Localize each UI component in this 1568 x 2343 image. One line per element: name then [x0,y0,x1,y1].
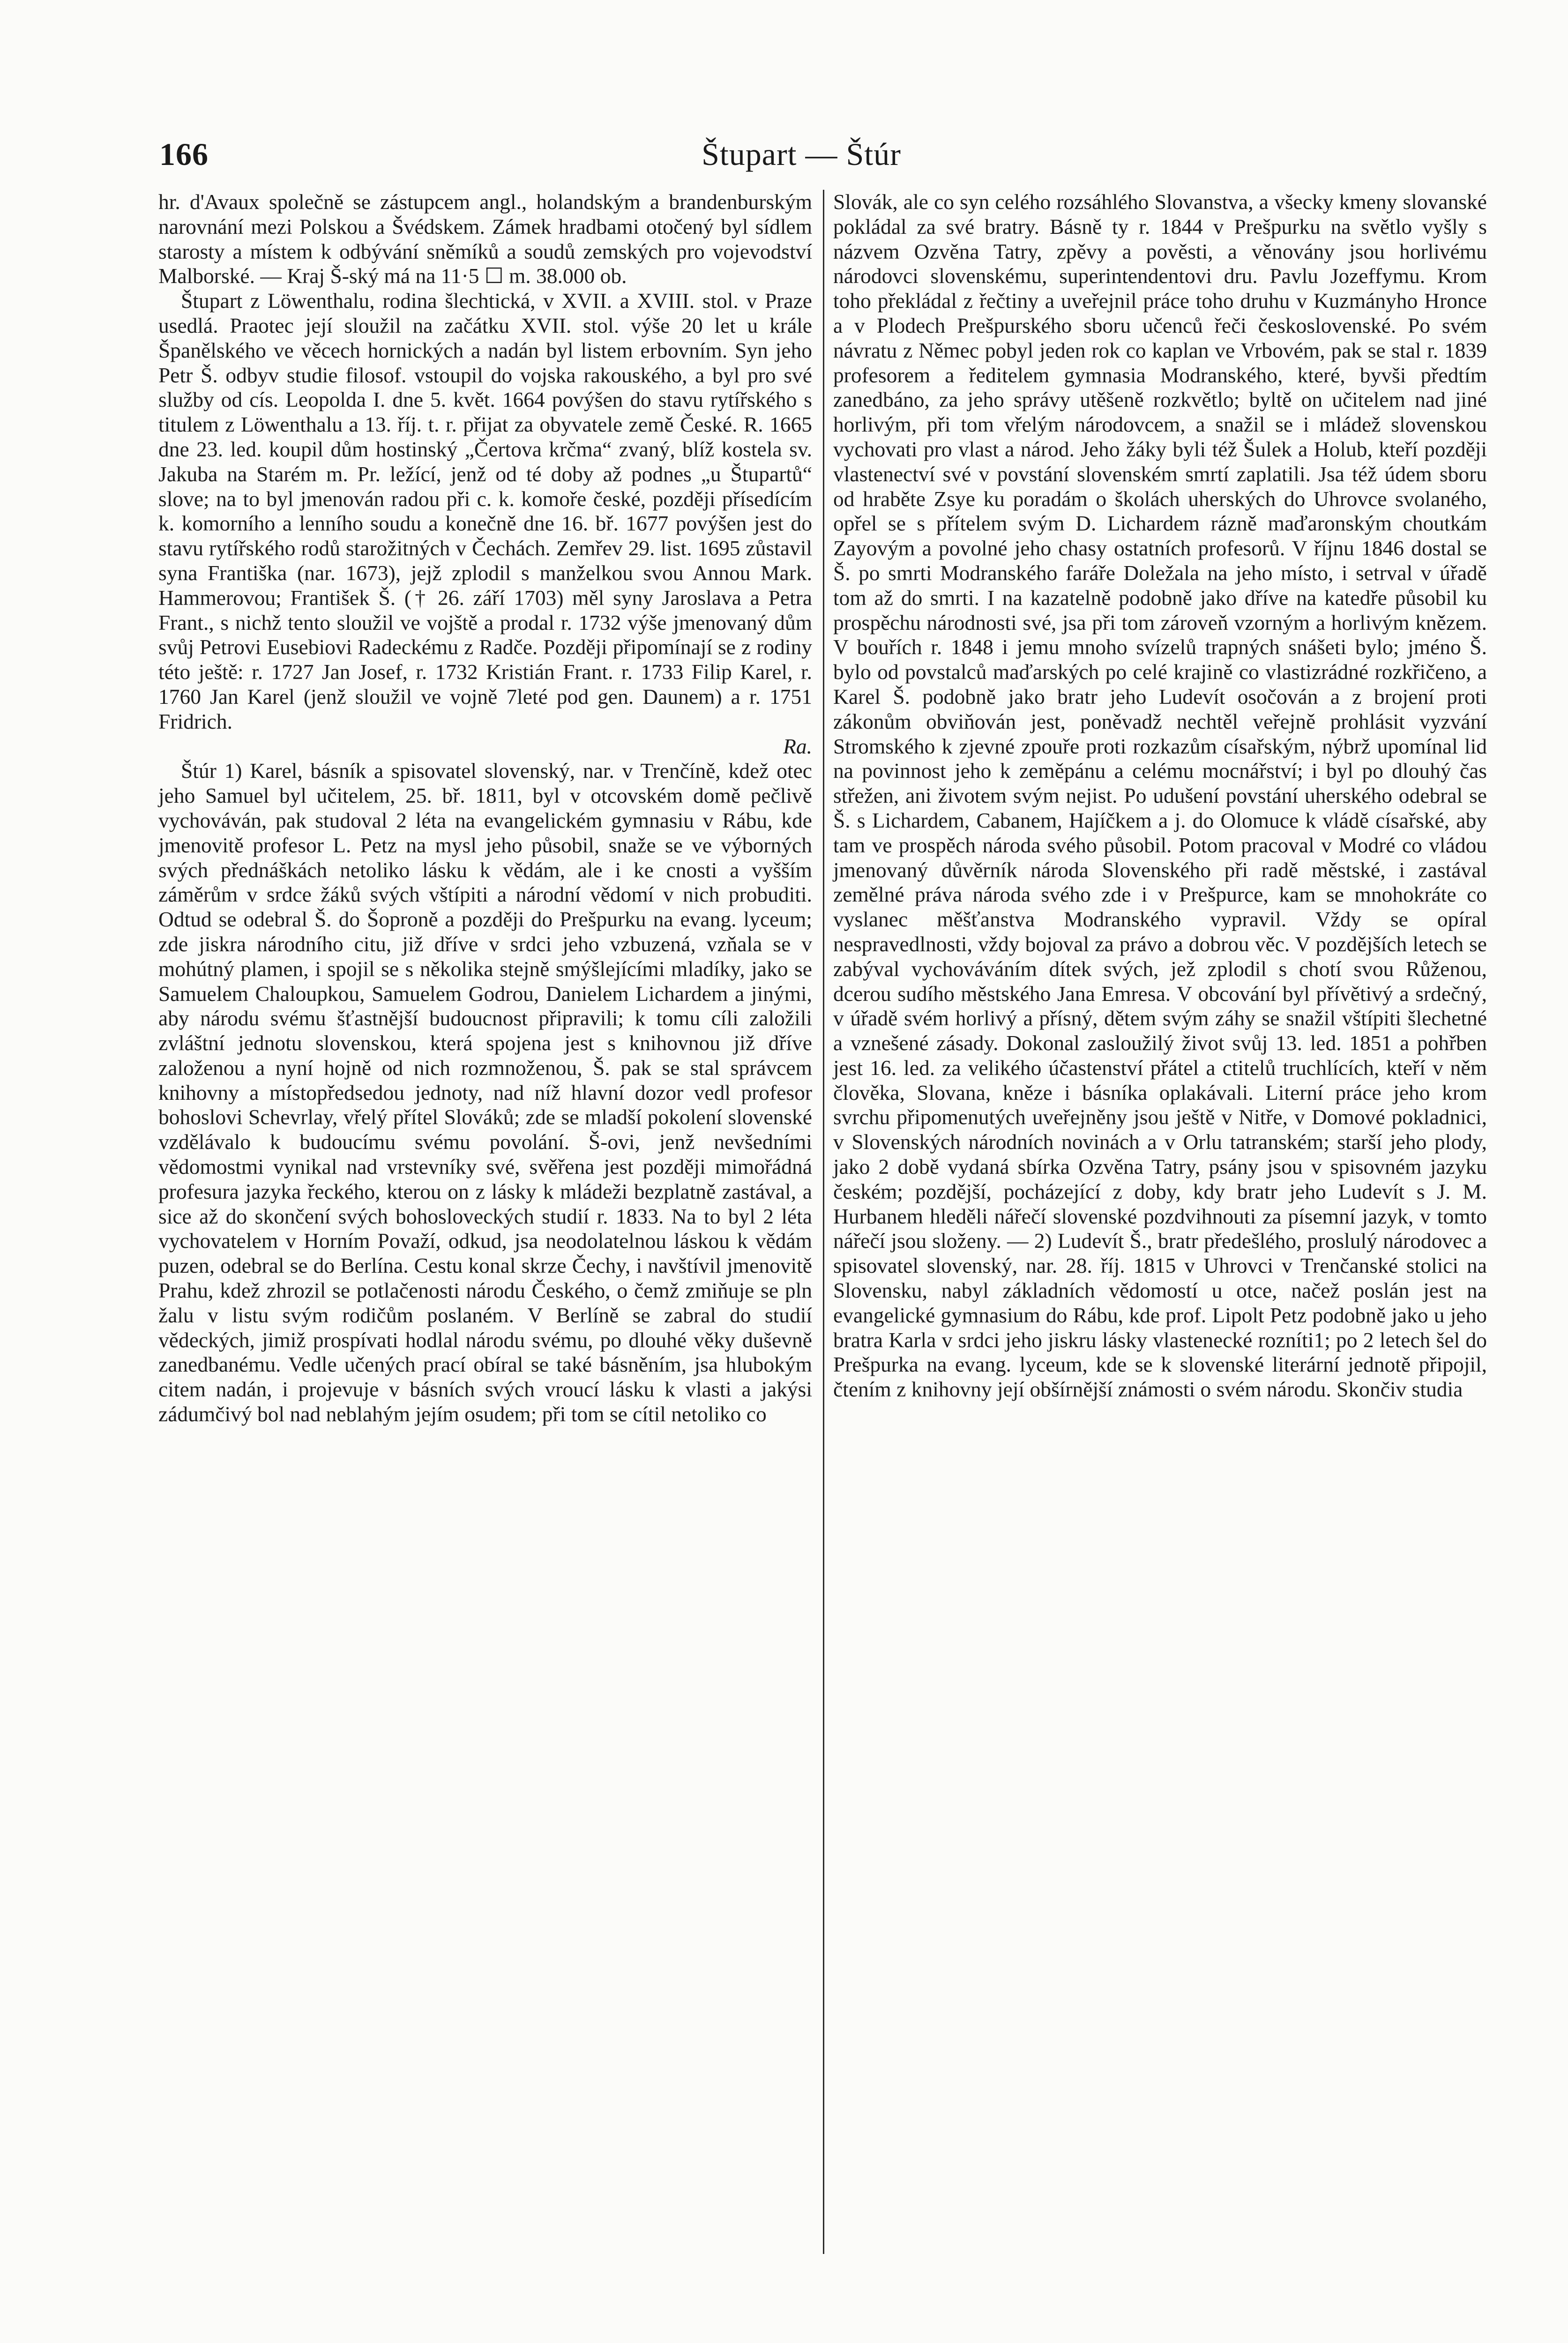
running-head: Štupart — Štúr [702,136,901,172]
left-column [158,190,812,1427]
signature-text: Ra. [783,734,812,758]
entry-stur-continued: Slovák, ale co syn celého rozsáhlého Slovanstva, a všecky kmeny slovanské pokládal za své bratry. Básně ty r. 1844 v Prešpurku na světlo vyšly s názvem Ozvěna Tatry, zpěvy a pověsti, a věnovány jsou horlivému národovci slovenskému, superintendentovi dru. Pavlu Jozeffymu. Krom toho překládal z řečtiny a uveřejnil práce toho druhu v Kuzmányho Hronce a v Plodech Prešpurského sboru učenců řeči československé. Po svém návratu z Němec pobyl jeden rok co kaplan ve Vrbovém, pak se stal r. 1839 profesorem a ředitelem gymnasia Modranského, které, byvši předtím zanedbáno, za jeho správy utěšeně rozkvětlo; byltě on učitelem nad jiné horlivým, při tom vřelým národovcem, a snažil se i mládež slovenskou vychovati pro vlast a národ. Jeho žáky byli též Šulek a Holub, kteří později vlastenectví své v povstání slovenském smrtí zaplatili. Jsa též údem sboru od hraběte Zsye ku poradám o školách uherských do Uhrovce svolaného, opřel se s přítelem svým D. Lichardem rázně maďaronským choutkám Zayovým a povolné jeho chasy ostatních profesorů. V říjnu 1846 dostal se Š. po smrti Modranského faráře Doležala na jeho místo, i setrval v úřadě tom až do smrti. I na kazatelně podobně jako dříve na katedře působil ku prospěchu národnosti své, jsa při tom zároveň vzorným a horlivým knězem. V bouřích r. 1848 i jemu mnoho svízelů trapných snášeti bylo; jméno Š. bylo od povstalců maďarských po celé krajině co vlastizrádné rozkřičeno, a Karel Š. podobně jako bratr jeho Ludevít osočován a z brojení proti zákonům obviňován jest, poněvadž nechtěl veřejně prohlásit vyzvání Stromského k zjevné zpouře proti rozkazům císařským, nýbrž upomínal lid na povinnost jeho k zeměpánu a celému mocnářství; i byl po dlouhý čas střežen, ani životem svým nejist. Po udušení povstání uherského odebral se Š. s Lichardem, Cabanem, Hajíčkem a j. do Olomuce k vládě císařské, aby tam ve prospěch národa svého působil. Potom pracoval v Modré co vládou jmenovaný důvěrník národa Slovenského při radě městské, i zastával zemělné práva národa svého zde i v Prešpurce, kam se mnohokráte co vyslanec měšťanstva Modranského vypravil. Vždy se opíral nespravedlnosti, vždy bojoval za právo a dobrou věc. V pozdějších letech se zabýval vychováváním dítek svých, jež zplodil s chotí svou Růženou, dcerou sudího městského Jana Emresa. V obcování byl přívětivý a srdečný, v úřadě svém horlivý a přísný, dětem svým záhy se snažil vštípiti šlechetné a vznešené zásady. Dokonal zasloužilý život svůj 13. led. 1851 a pohřben jest 16. led. za velikého účastenství přátel a ctitelů truchlících, kteří v něm člověka, Slovana, kněze i básníka oplakávali. Literní práce jeho krom svrchu připomenutých uveřejněny jsou ještě v Nitře, v Domové pokladnici, v Slovenských národních novinách a v Orlu tatranském; starší jeho plody, jako 2 době vydaná sbírka Ozvěna Tatry, psány jsou v spisovném jazyku českém; pozdější, pocházející z doby, kdy bratr jeho Ludevít s J. M. Hurbanem hleděli nářečí slovenské pozdvihnouti za písemní jazyk, v tomto nářečí jsou složeny. — 2) Ludevít Š., bratr předešlého, proslulý národovec a spisovatel slovenský, nar. 28. říj. 1815 v Uhrovci v Trenčanské stolici na Slovensku, nabyl základních vědomostí u otce, načež poslán jest na evangelické gymnasium do Rábu, kde prof. Lipolt Petz podobně jako u jeho bratra Karla v srdci jeho jiskru lásky vlastenecké rozníti1; po 2 letech šel do Prešpurka na evang. lyceum, kde se k slovenské literární jednotě připojil, čtením z knihovny její obšírnější známosti o svém národu. Skončiv studia [833,190,1487,1402]
entry-stur: Štúr 1) Karel, básník a spisovatel slovenský, nar. v Trenčíně, kdež otec jeho Samuel byl učitelem, 25. bř. 1811, byl v otcovském domě pečlivě vychováván, pak studoval 2 léta na evangelickém gymnasiu v Rábu, kde jmenovitě profesor L. Petz na mysl jeho působil, snaže se ve výborných svých přednáškách netoliko lásku k vědám, ale i ke cnosti a vyšším záměrům v srdce žáků svých vštípiti a národní vědomí v nich probuditi. Odtud se odebral Š. do Šoproně a později do Prešpurku na evang. lyceum; zde jiskra národního citu, již dříve v srdci jeho vzbuzená, vzňala se v mohútný plamen, i spojil se s několika stejně smýšlejícími mladíky, jako se Samuelem Chaloupkou, Samuelem Godrou, Danielem Lichardem a jinými, aby národu svému šťastnější budoucnost připravili; k tomu cíli založili zvláštní jednotu slovenskou, která spojena jest s knihovnou již dříve založenou a nyní hojně od nich rozmnoženou, Š. pak se stal správcem knihovny a místopředsedou jednoty, nad níž hlavní dozor vedl profesor bohoslovi Schevrlay, vřelý přítel Slováků; zde se mladší pokolení slovenské vzdělávalo k budoucímu svému povolání. Š-ovi, jenž nevšedními vědomostmi vynikal nad vrstevníky své, svěřena jest později mimořádná profesura jazyka řeckého, kterou on z lásky k mládeži bezplatně zastával, a sice až do skončení svých bohosloveckých studií r. 1833. Na to byl 2 léta vychovatelem v Horním Považí, odkud, jsa neodolatelnou láskou k vědám puzen, odebral se do Berlína. Cestu konal skrze Čechy, i navštívil jmenovitě Prahu, kdež zhrozil se potlačenosti národu Českého, o čemž zmiňuje se pln žalu v listu svým rodičům poslaném. V Berlíně se zabral do studií vědeckých, jimiž prospívati hodlal národu svému, po dlouhé věky duševně zanedbanému. Vedle učených prací obíral se také básněním, jsa hlubokým citem nadán, i projevuje v básních svých vroucí lásku k vlasti a jakýsi zádumčivý bol nad neblahým jejím osudem; při tom se cítil netoliko co [158,759,812,1426]
author-signature [158,734,812,759]
page-number: 166 [159,136,209,172]
page-header [159,136,1443,178]
right-column [833,190,1487,1402]
column-divider [823,190,824,2254]
entry-continuation: hr. d'Avaux společně se zástupcem angl., holandským a brandenburským narovnání mezi Polskou a Švédskem. Zámek hradbami otočený byl sídlem starosty a místem k odbývání sněmíků a soudů zemských pro vojevodství Malborské. — Kraj Š-ský má na 11·5 ☐ m. 38.000 ob. [158,190,812,288]
entry-stupart: Štupart z Löwenthalu, rodina šlechtická, v XVII. a XVIII. stol. v Praze usedlá. Praotec její sloužil na začátku XVII. stol. výše 20 let u krále Španělského ve věcech hornických a nadán byl listem erbovním. Syn jeho Petr Š. odbyv studie filosof. vstoupil do vojska rakouského, a byl pro své služby od cís. Leopolda I. dne 5. květ. 1664 povýšen do stavu rytířského s titulem z Löwenthalu a 13. říj. t. r. přijat za obyvatele země České. R. 1665 dne 23. led. koupil dům hostinský „Čertova krčma“ zvaný, blíž kostela sv. Jakuba na Starém m. Pr. ležící, jenž od té doby až podnes „u Štupartů“ slove; na to byl jmenován radou při c. k. komoře české, později přísedícím k. komorního a lenního soudu a konečně dne 16. bř. 1677 povýšen jest do stavu rytířského rodů starožitných v Čechách. Zemřev 29. list. 1695 zůstavil syna Františka (nar. 1673), jejž zplodil s manželkou svou Annou Mark. Hammerovou; František Š. († 26. září 1703) měl syny Jaroslava a Petra Frant., s nichž tento sloužil ve vojště a prodal r. 1732 výše jmenovaný dům svůj Petrovi Eusebiovi Radeckému z Radče. Později připomínají se z rodiny této ještě: r. 1727 Jan Josef, r. 1732 Kristián Frant. r. 1733 Filip Karel, r. 1760 Jan Karel (jenž sloužil ve vojně 7leté pod gen. Daunem) a r. 1751 Fridrich. [158,289,812,733]
